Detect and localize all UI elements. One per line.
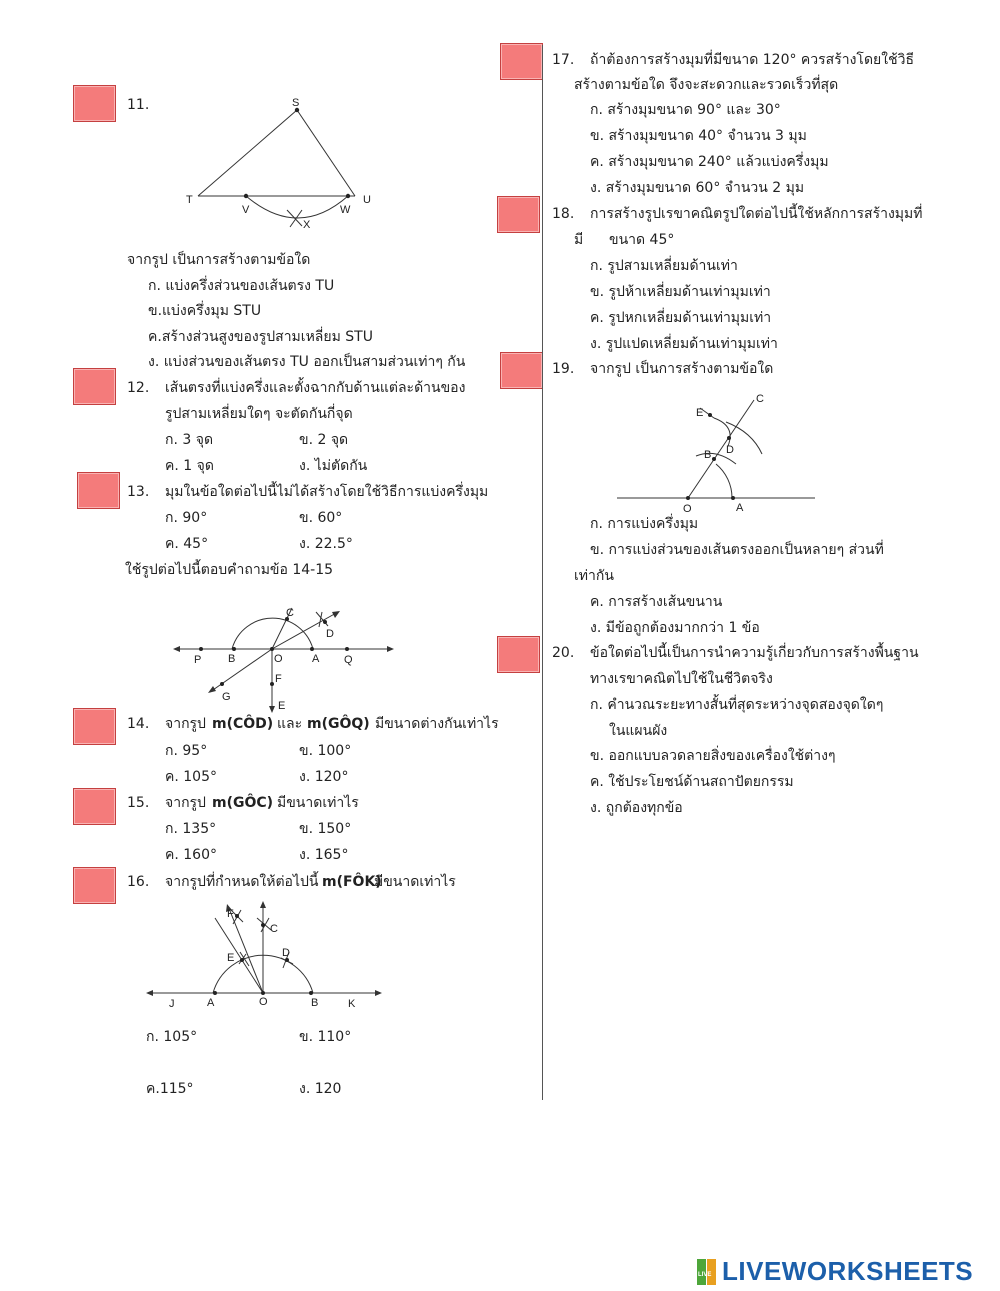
- q12-option-d: ง. ไม่ตัดกัน: [299, 458, 368, 474]
- q15-option-d: ง. 165°: [299, 847, 349, 863]
- q11-stem: จากรูป เป็นการสร้างตามข้อใด: [127, 252, 311, 268]
- q11-option-d: ง. แบ่งส่วนของเส้นตรง TU ออกเป็นสามส่วนเท่าๆ กัน: [148, 354, 466, 370]
- q16-label-b: B: [311, 997, 319, 1009]
- q16-figure: [143, 898, 393, 1013]
- q19-label-b: B: [704, 449, 712, 461]
- q14-angle-cod: m(CÔD): [212, 716, 274, 732]
- q12-option-b: ข. 2 จุด: [299, 432, 349, 448]
- answer-box-18[interactable]: [497, 196, 540, 233]
- q18-option-d: ง. รูปแปดเหลี่ยมด้านเท่ามุมเท่า: [590, 336, 778, 352]
- answer-box-20[interactable]: [497, 636, 540, 673]
- q17-number: 17.: [552, 52, 575, 68]
- q16-stem-pre: จากรูปที่กำหนดให้ต่อไปนี้: [165, 874, 319, 890]
- q16-label-d: D: [282, 947, 290, 959]
- q20-option-c: ค. ใช้ประโยชน์ด้านสถาปัตยกรรม: [590, 774, 794, 790]
- q15-number: 15.: [127, 795, 150, 811]
- q16-number: 16.: [127, 874, 150, 890]
- q19-option-b-line1: ข. การแบ่งส่วนของเส้นตรงออกเป็นหลายๆ ส่วนที่: [590, 542, 884, 558]
- q11-label-w: W: [340, 204, 351, 216]
- q16-label-c: C: [270, 923, 278, 935]
- q12-stem-line2: รูปสามเหลี่ยมใดๆ จะตัดกันกี่จุด: [165, 406, 353, 422]
- logo-mark-text: LIVE: [698, 1272, 712, 1278]
- q14-option-c: ค. 105°: [165, 769, 217, 785]
- q11-number: 11.: [127, 97, 150, 113]
- q14-number: 14.: [127, 716, 150, 732]
- q11-option-a: ก. แบ่งครึ่งส่วนของเส้นตรง TU: [148, 278, 335, 294]
- q12-option-a: ก. 3 จุด: [165, 432, 214, 448]
- q16-option-c: ค.115°: [146, 1081, 194, 1097]
- q19-label-d: D: [726, 444, 734, 456]
- fig1415-label-p: P: [194, 654, 202, 666]
- q18-option-a: ก. รูปสามเหลี่ยมด้านเท่า: [590, 258, 738, 274]
- q15-angle-goc: m(GÔC): [212, 795, 274, 811]
- answer-box-13[interactable]: [77, 472, 120, 509]
- q16-label-e: E: [227, 952, 235, 964]
- answer-box-12[interactable]: [73, 368, 116, 405]
- q14-stem-post: มีขนาดต่างกันเท่าไร: [375, 716, 499, 732]
- q12-number: 12.: [127, 380, 150, 396]
- fig1415-caption: ใช้รูปต่อไปนี้ตอบคำถามข้อ 14-15: [125, 562, 334, 578]
- q19-stem: จากรูป เป็นการสร้างตามข้อใด: [590, 361, 774, 377]
- q14-option-d: ง. 120°: [299, 769, 349, 785]
- q16-option-b: ข. 110°: [299, 1029, 352, 1045]
- q16-angle-fok: m(FÔK): [322, 874, 382, 890]
- q16-label-o: O: [259, 996, 268, 1008]
- q17-stem-line2: สร้างตามข้อใด จึงจะสะดวกและรวดเร็วที่สุด: [574, 77, 839, 93]
- q15-option-a: ก. 135°: [165, 821, 217, 837]
- q19-figure: [612, 388, 822, 518]
- q17-option-a: ก. สร้างมุมขนาด 90° และ 30°: [590, 102, 781, 118]
- liveworksheets-logo: LIVEWORKSHEETS: [722, 1256, 974, 1286]
- q14-option-a: ก. 95°: [165, 743, 208, 759]
- q13-option-b: ข. 60°: [299, 510, 343, 526]
- q20-option-b: ข. ออกแบบลวดลายสิ่งของเครื่องใช้ต่างๆ: [590, 748, 836, 764]
- q19-option-c: ค. การสร้างเส้นขนาน: [590, 594, 723, 610]
- q13-number: 13.: [127, 484, 150, 500]
- q13-option-c: ค. 45°: [165, 536, 209, 552]
- q14-option-b: ข. 100°: [299, 743, 352, 759]
- q20-number: 20.: [552, 645, 575, 661]
- liveworksheets-logo-icon: [697, 1259, 717, 1285]
- fig1415-label-b: B: [228, 653, 236, 665]
- fig1415-label-g: G: [222, 691, 231, 703]
- q16-label-j: J: [169, 998, 175, 1010]
- answer-box-14[interactable]: [73, 708, 116, 745]
- q16-label-k: K: [348, 998, 356, 1010]
- answer-box-17[interactable]: [500, 43, 543, 80]
- answer-box-19[interactable]: [500, 352, 543, 389]
- q14-stem-and: และ: [277, 716, 303, 732]
- q19-label-e: E: [696, 407, 704, 419]
- fig1415-figure: [170, 600, 400, 715]
- q14-stem-pre: จากรูป: [165, 716, 206, 732]
- q19-label-a: A: [736, 502, 744, 514]
- q16-option-d: ง. 120: [299, 1081, 342, 1097]
- q16-label-f: F: [227, 908, 234, 920]
- q16-option-a: ก. 105°: [146, 1029, 198, 1045]
- q19-label-o: O: [683, 503, 692, 515]
- q17-option-c: ค. สร้างมุมขนาด 240° แล้วแบ่งครึ่งมุม: [590, 154, 829, 170]
- q15-stem-post: มีขนาดเท่าไร: [277, 795, 359, 811]
- fig1415-label-a: A: [312, 653, 320, 665]
- fig1415-label-d: D: [326, 628, 334, 640]
- q20-option-d: ง. ถูกต้องทุกข้อ: [590, 800, 683, 816]
- q18-stem-line2a: มี: [574, 232, 584, 248]
- q20-option-a-line1: ก. คำนวณระยะทางสั้นที่สุดระหว่างจุดสองจุดใดๆ: [590, 697, 884, 713]
- column-divider: [542, 45, 543, 1100]
- q11-label-x: X: [303, 219, 311, 231]
- q16-label-a: A: [207, 997, 215, 1009]
- q11-label-s: S: [292, 97, 300, 109]
- fig1415-label-c: C: [286, 607, 294, 619]
- fig1415-label-q: Q: [344, 654, 353, 666]
- q12-option-c: ค. 1 จุด: [165, 458, 214, 474]
- q18-option-c: ค. รูปหกเหลี่ยมด้านเท่ามุมเท่า: [590, 310, 772, 326]
- q11-option-c: ค.สร้างส่วนสูงของรูปสามเหลี่ยม STU: [148, 329, 373, 345]
- q19-option-b-line2: เท่ากัน: [574, 568, 614, 584]
- answer-box-11[interactable]: [73, 85, 116, 122]
- q18-number: 18.: [552, 206, 575, 222]
- q18-stem-line2b: ขนาด 45°: [609, 232, 675, 248]
- q11-label-t: T: [186, 194, 193, 206]
- q11-option-b: ข.แบ่งครึ่งมุม STU: [148, 303, 262, 319]
- q19-label-c: C: [756, 393, 764, 405]
- q15-option-b: ข. 150°: [299, 821, 352, 837]
- q19-number: 19.: [552, 361, 575, 377]
- q11-figure: [180, 92, 380, 237]
- fig1415-label-f: F: [275, 673, 282, 685]
- q19-option-a: ก. การแบ่งครึ่งมุม: [590, 516, 699, 532]
- q13-option-a: ก. 90°: [165, 510, 208, 526]
- q17-option-d: ง. สร้างมุมขนาด 60° จำนวน 2 มุม: [590, 180, 805, 196]
- q13-option-d: ง. 22.5°: [299, 536, 353, 552]
- q14-angle-goq: m(GÔQ): [307, 716, 370, 732]
- q17-option-b: ข. สร้างมุมขนาด 40° จำนวน 3 มุม: [590, 128, 807, 144]
- q19-option-d: ง. มีข้อถูกต้องมากกว่า 1 ข้อ: [590, 620, 760, 636]
- q20-stem-line1: ข้อใดต่อไปนี้เป็นการนำความรู้เกี่ยวกับการสร้างพื้นฐาน: [590, 645, 919, 661]
- answer-box-16[interactable]: [73, 867, 116, 904]
- q13-stem: มุมในข้อใดต่อไปนี้ไม่ได้สร้างโดยใช้วิธีการแบ่งครึ่งมุม: [165, 484, 489, 500]
- q20-option-a-line2: ในแผนผัง: [609, 723, 668, 739]
- q18-option-b: ข. รูปห้าเหลี่ยมด้านเท่ามุมเท่า: [590, 284, 771, 300]
- q15-stem-pre: จากรูป: [165, 795, 206, 811]
- q15-option-c: ค. 160°: [165, 847, 217, 863]
- fig1415-label-e: E: [278, 700, 286, 712]
- q16-stem-post: มีขนาดเท่าไร: [374, 874, 456, 890]
- fig1415-label-o: O: [274, 653, 283, 665]
- q11-label-u: U: [363, 194, 371, 206]
- q12-stem-line1: เส้นตรงที่แบ่งครึ่งและตั้งฉากกับด้านแต่ละด้านของ: [165, 380, 466, 396]
- q11-label-v: V: [242, 204, 250, 216]
- q18-stem-line1: การสร้างรูปเรขาคณิตรูปใดต่อไปนี้ใช้หลักการสร้างมุมที่: [590, 206, 923, 222]
- answer-box-15[interactable]: [73, 788, 116, 825]
- q17-stem-line1: ถ้าต้องการสร้างมุมที่มีขนาด 120° ควรสร้างโดยใช้วิธี: [590, 52, 914, 68]
- q20-stem-line2: ทางเรขาคณิตไปใช้ในชีวิตจริง: [590, 671, 773, 687]
